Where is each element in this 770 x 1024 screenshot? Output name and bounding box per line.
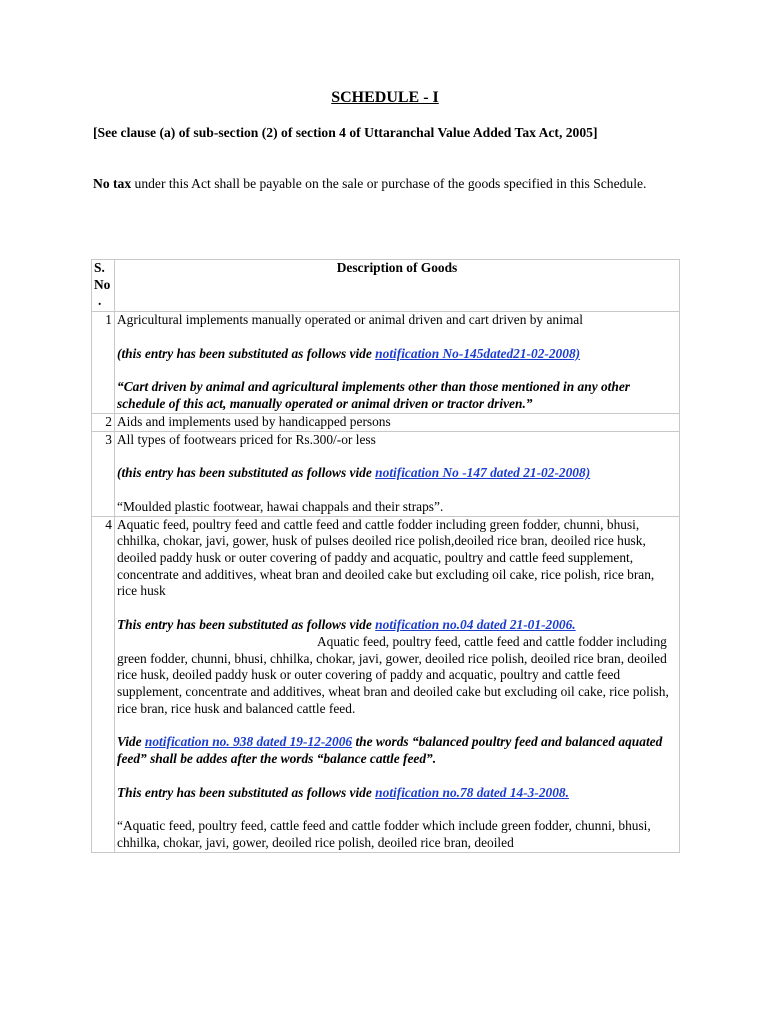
no-tax-statement — [93, 175, 683, 193]
schedule-title: SCHEDULE - I — [331, 89, 439, 106]
goods-table — [91, 259, 680, 853]
substituted-entry: “Aquatic feed, poultry feed, cattle feed and cattle fodder which include green fodder, chunni, bhusi, chhilka, chokar, javi, gower, deoiled rice polish, deoiled rice bran, deoiled — [117, 818, 651, 851]
substitution-intro: This entry has been substituted as follows vide — [117, 784, 376, 800]
substitution-intro: This entry has been substituted as follows vide — [117, 617, 376, 633]
row-sno: 3 — [92, 431, 115, 516]
table-header-row — [92, 260, 680, 312]
no-tax-bold: No tax — [93, 176, 132, 191]
substitution-note-2 — [117, 734, 677, 767]
row-sno: 4 — [92, 516, 115, 852]
entry-text: Agricultural implements manually operated or animal driven and cart driven by animal — [117, 312, 583, 327]
substitution-note-3 — [117, 785, 677, 802]
notification-link[interactable]: notification no.04 dated 21-01-2006. — [375, 617, 576, 633]
row-description — [115, 413, 680, 431]
entry-text: Aquatic feed, poultry feed and cattle feed and cattle fodder including green fodder, chunni, bhusi, chhilka, chokar, javi, gower, husk of pulses deoiled rice polish,deoiled rice bran, deoiled rice husk, deoiled paddy husk or outer covering of paddy and acquatic, poultry and cattle feed supplement, concentrate and additives, wheat bran and deoiled cake but excluding oil cake, rice polish, rice bran, rice husk — [117, 516, 655, 599]
substituted-entry: “Moulded plastic footwear, hawai chappals and their straps”. — [117, 498, 444, 514]
table-row — [92, 413, 680, 431]
row-sno: 1 — [92, 312, 115, 414]
substitution-note — [117, 465, 677, 482]
substituted-entry: “Cart driven by animal and agricultural implements other than those mentioned in any other schedule of this act, manually operated or animal driven or tractor driven.” — [117, 379, 631, 412]
table-row — [92, 312, 680, 414]
row-description — [115, 312, 680, 414]
no-tax-rest: under this Act shall be payable on the sale or purchase of the goods specified in this Schedule. — [131, 176, 647, 191]
notification-link[interactable]: notification no. 938 dated 19-12-2006 — [144, 734, 353, 750]
table-row — [92, 431, 680, 516]
row-description — [115, 516, 680, 852]
clause-reference: [See clause (a) of sub-section (2) of section 4 of Uttaranchal Value Added Tax Act, 2005] — [93, 125, 598, 140]
notification-link[interactable]: notification No-145dated21-02-2008) — [375, 345, 581, 361]
substitution-intro: Vide — [117, 734, 145, 750]
notification-link[interactable]: notification No -147 dated 21-02-2008) — [375, 465, 591, 481]
substitution-intro: (this entry has been substituted as follows vide — [117, 345, 376, 361]
notification-link[interactable]: notification no.78 dated 14-3-2008. — [375, 784, 569, 800]
header-description: Description of Goods — [115, 260, 680, 312]
substitution-note — [117, 346, 677, 363]
row-sno: 2 — [92, 413, 115, 431]
substitution-intro: (this entry has been substituted as follows vide — [117, 465, 376, 481]
row-description — [115, 431, 680, 516]
table-row — [92, 516, 680, 852]
substitution-text: Aquatic feed, poultry feed, cattle feed and cattle fodder including green fodder, chunni, bhusi, chhilka, chokar, javi, gower, deoiled rice polish, deoiled rice bran, deoiled rice husk, deoiled paddy husk or outer covering of paddy and acquatic, poultry and cattle feed supplement, concentrate and additives, wheat bran and deoiled cake but excluding oil cake, rice polish, rice bran, rice husk and balanced cattle feed. — [117, 633, 669, 716]
entry-text: All types of footwears priced for Rs.300/-or less — [117, 431, 376, 447]
entry-text: Aids and implements used by handicapped persons — [117, 413, 391, 429]
substitution-note-1 — [117, 617, 677, 717]
substitution-rest: the words “balanced poultry feed and balanced aquated feed” shall be addes after the words “balance cattle feed”. — [117, 734, 663, 767]
header-sno: S. No . — [92, 260, 115, 312]
